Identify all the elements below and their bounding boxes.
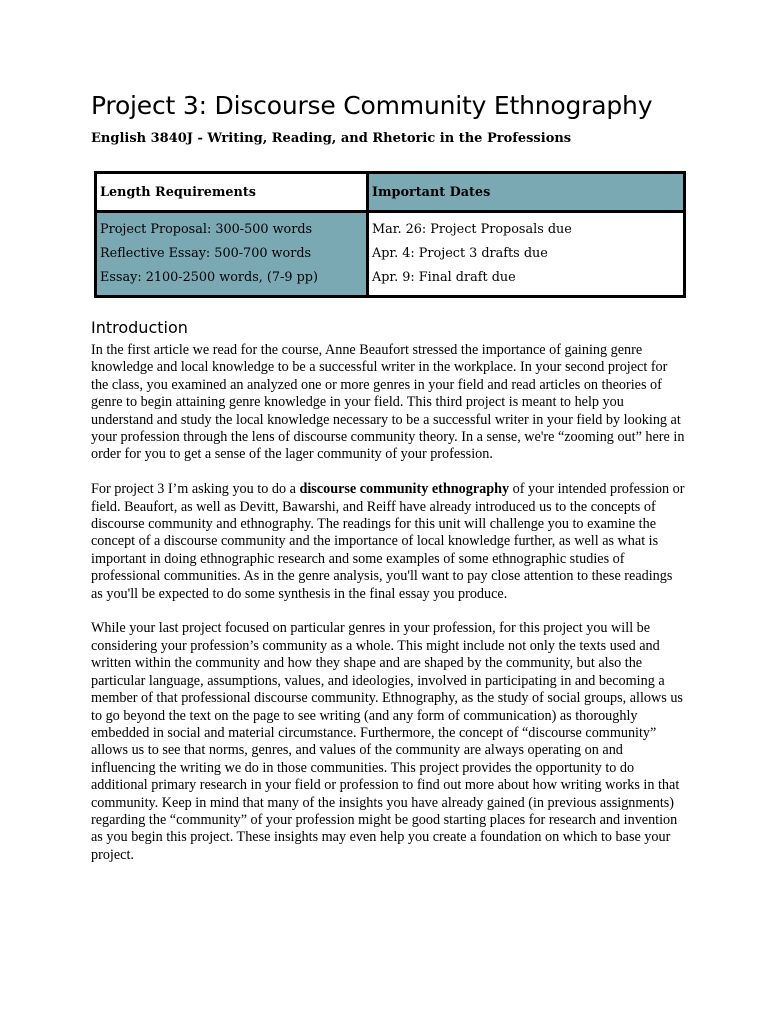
length-requirement-proposal: Project Proposal: 300-500 words xyxy=(100,222,313,237)
date-proposals: Mar. 26: Project Proposals due xyxy=(372,222,572,237)
length-requirement-essay: Essay: 2100-2500 words, (7-9 pp) xyxy=(100,270,318,285)
para2-emphasis: discourse community ethnography xyxy=(299,481,510,498)
length-requirement-reflective: Reflective Essay: 500-700 words xyxy=(100,246,312,261)
table-header-row xyxy=(96,173,685,212)
length-requirements-cell xyxy=(96,212,368,297)
header-length-requirements: Length Requirements xyxy=(96,173,368,212)
intro-paragraph-3: While your last project focused on particular genres in your profession, for this project you will be considering your profession’s community as a whole. This might include not only the texts used and written within the community and how they shape and are shaped by the community, but also the particular language, assumptions, values, and ideologies, involved in participating in and becoming a member of that professional discourse community. Ethnography, as the study of social groups, allows us to go beyond the text on the page to see writing (and any form of communication) as thoroughly embedded in social and material circumstance. Furthermore, the concept of “discourse community” allows us to see that norms, genres, and values of the community are always operating on and influencing the writing we do in those communities. This project provides the opportunity to do additional primary research in your field or profession to find out more about how writing works in that community. Keep in mind that many of the insights you have already gained (in previous assignments) regarding the “community” of your profession might be good starting places for research and invention as you begin this project. These insights may even help you create a foundation on which to base your project. xyxy=(91,620,683,863)
introduction-heading: Introduction xyxy=(91,318,188,337)
date-final: Apr. 9: Final draft due xyxy=(372,270,516,285)
intro-paragraph-2 xyxy=(91,481,687,603)
intro-paragraph-1: In the first article we read for the course, Anne Beaufort stressed the importance of gaining genre knowledge and local knowledge to be a successful writer in the workplace. In your second project for the class, you examined an analyzed one or more genres in your field and read articles on theories of genre to begin attaining genre knowledge in your field. This third project is meant to help you understand and study the local knowledge necessary to be a successful writer in your field by looking at your profession through the lens of discourse community theory. In a sense, we're “zooming out” here in order for you to get a sense of the lager community of your profession. xyxy=(91,342,685,463)
course-subtitle: English 3840J - Writing, Reading, and Rhetoric in the Professions xyxy=(91,131,572,146)
para2-lead: For project 3 I’m asking you to do a xyxy=(91,481,300,498)
table-row xyxy=(96,212,685,297)
date-drafts: Apr. 4: Project 3 drafts due xyxy=(372,246,548,261)
header-important-dates: Important Dates xyxy=(368,173,685,212)
document-title: Project 3: Discourse Community Ethnography xyxy=(91,91,653,120)
document-page xyxy=(91,84,687,863)
introduction-body xyxy=(91,342,687,882)
para2-rest: of your intended profession or field. Beaufort, as well as Devitt, Bawarshi, and Reiff have already introduced us to the concepts of discourse community and ethnography. The readings for this unit will challenge you to examine the concept of a discourse community and the importance of local knowledge further, as well as what is important in doing ethnographic research and some examples of some ethnographic studies of professional communities. As in the genre analysis, you'll want to pay close attention to these readings as you'll be expected to do some synthesis in the final essay you produce. xyxy=(91,481,685,602)
important-dates-cell xyxy=(368,212,685,297)
requirements-table xyxy=(94,171,686,298)
